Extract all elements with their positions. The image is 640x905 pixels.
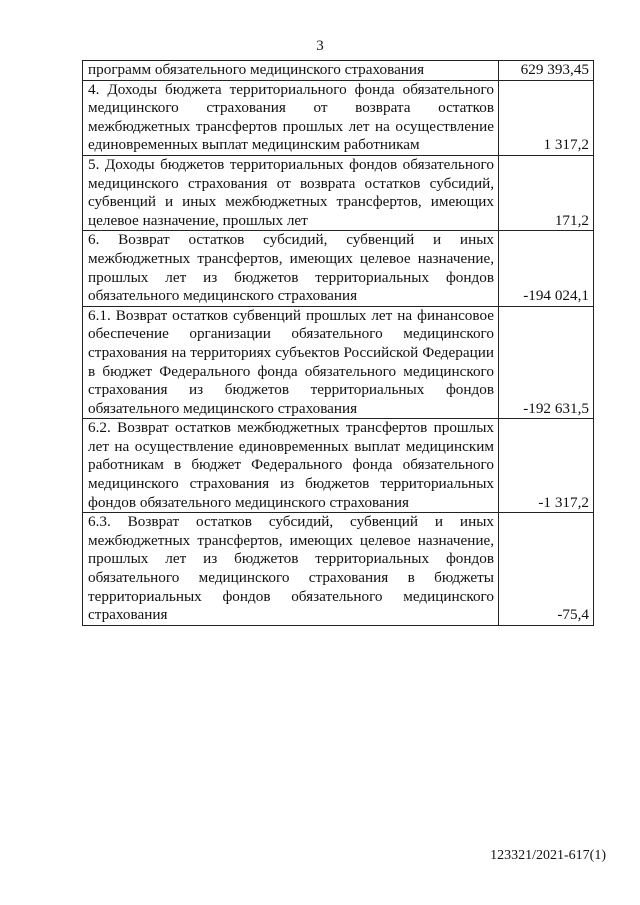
table-row	[83, 231, 594, 306]
row-value: 1 317,2	[499, 80, 594, 155]
row-value: -75,4	[499, 513, 594, 626]
row-label: 6.2. Возврат остатков межбюджетных трансфертов прошлых лет на осуществление единовременных выплат медицинским работникам в бюджет Федерального фонда обязательного медицинского страхования из бюджетов территориальных фондов обязательного медицинского страхования	[83, 419, 499, 513]
row-label: 6.1. Возврат остатков субвенций прошлых лет на финансовое обеспечение организации обязательного медицинского страхования на территориях субъектов Российской Федерации в бюджет Федерального фонда обязательного медицинского страхования из бюджетов территориальных фондов обязательного медицинского страхования	[83, 306, 499, 419]
table-row	[83, 155, 594, 230]
row-value: -1 317,2	[499, 419, 594, 513]
row-value: -192 631,5	[499, 306, 594, 419]
table-row	[83, 306, 594, 419]
document-code: 123321/2021-617(1)	[490, 848, 606, 863]
row-value: 629 393,45	[499, 61, 594, 81]
row-label: 5. Доходы бюджетов территориальных фондов обязательного медицинского страхования от возврата остатков субсидий, субвенций и иных межбюджетных трансфертов, имеющих целевое назначение, прошлых лет	[83, 155, 499, 230]
table-row	[83, 513, 594, 626]
row-value: -194 024,1	[499, 231, 594, 306]
row-label: программ обязательного медицинского страхования	[83, 61, 499, 81]
page-number: 3	[316, 38, 324, 54]
budget-table	[82, 60, 594, 626]
table-row	[83, 419, 594, 513]
table-row	[83, 80, 594, 155]
row-label: 6. Возврат остатков субсидий, субвенций и иных межбюджетных трансфертов, имеющих целевое назначение, прошлых лет из бюджетов территориальных фондов обязательного медицинского страхования	[83, 231, 499, 306]
table-row	[83, 61, 594, 81]
row-label: 4. Доходы бюджета территориального фонда обязательного медицинского страхования от возврата остатков межбюджетных трансфертов прошлых лет на осуществление единовременных выплат медицинским работникам	[83, 80, 499, 155]
row-value: 171,2	[499, 155, 594, 230]
row-label: 6.3. Возврат остатков субсидий, субвенций и иных межбюджетных трансфертов, имеющих целевое назначение, прошлых лет из бюджетов территориальных фондов обязательного медицинского страхования в бюджеты территориальных фондов обязательного медицинского страхования	[83, 513, 499, 626]
